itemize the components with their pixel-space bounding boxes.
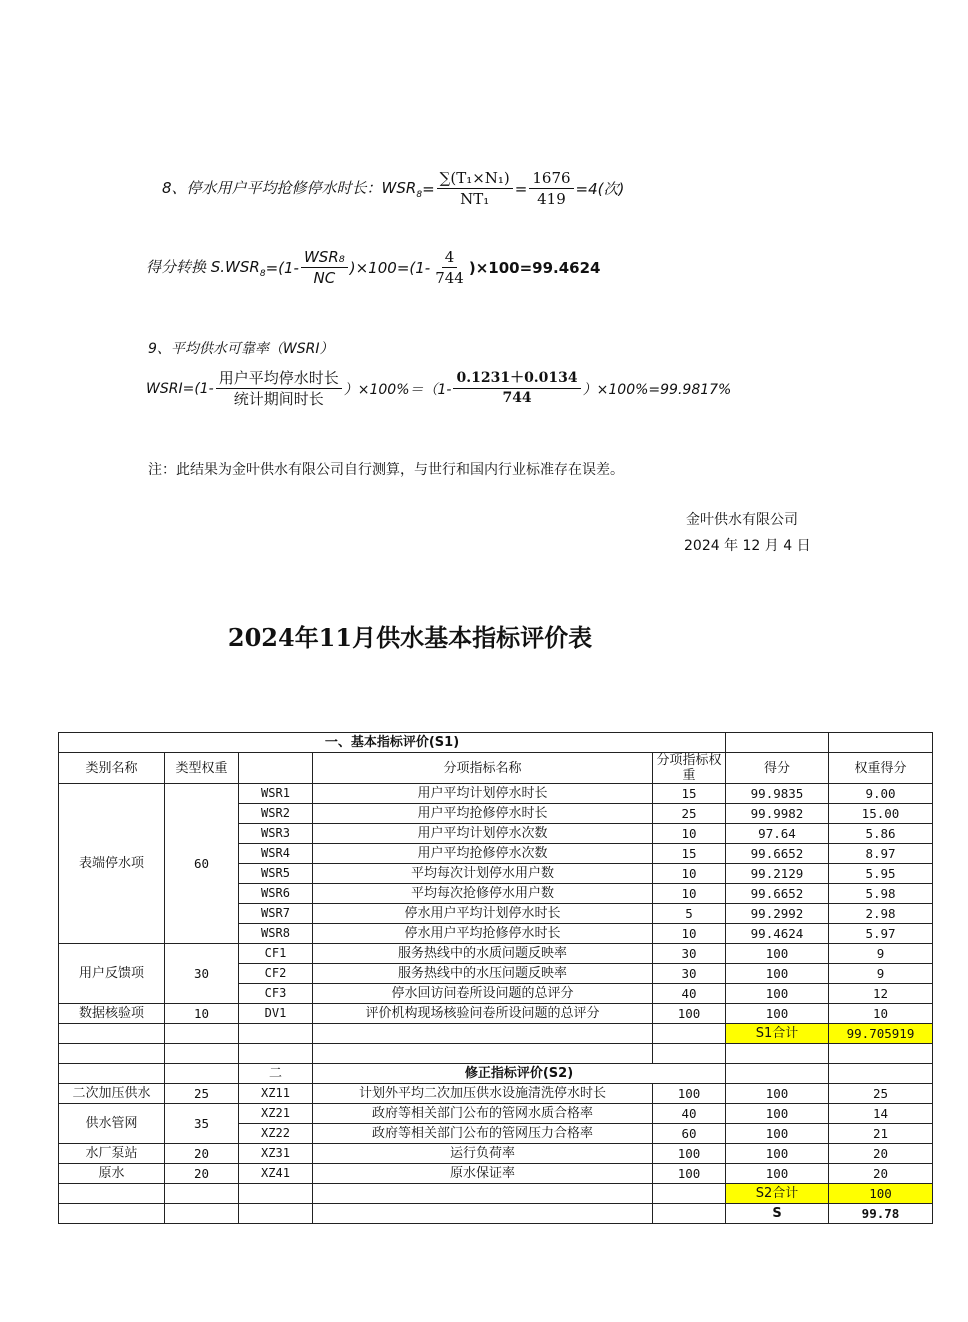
item-code: XZ41 [239, 1164, 313, 1184]
empty-cell [165, 1184, 239, 1204]
category-weight: 20 [165, 1144, 239, 1164]
table-row [59, 1184, 933, 1204]
table-row [59, 944, 933, 964]
empty-cell [726, 1064, 829, 1084]
evaluation-table [58, 732, 933, 1224]
empty-cell [165, 1204, 239, 1224]
item-code: CF3 [239, 984, 313, 1004]
item-name: 用户平均计划停水次数 [313, 824, 653, 844]
item-weighted-score: 21 [829, 1124, 933, 1144]
table-row [59, 1004, 933, 1024]
empty-cell [59, 1204, 165, 1224]
table-row [59, 1024, 933, 1044]
table-row [59, 1204, 933, 1224]
category-weight: 35 [165, 1104, 239, 1144]
item-code: CF2 [239, 964, 313, 984]
item-weight: 30 [653, 944, 726, 964]
item-name: 停水用户平均抢修停水时长 [313, 924, 653, 944]
signature-date: 2024 年 12 月 4 日 [684, 538, 811, 554]
category-weight: 20 [165, 1164, 239, 1184]
header-item-weight: 分项指标权重 [653, 753, 726, 784]
category-name: 二次加压供水 [59, 1084, 165, 1104]
table-title: 2024年11月供水基本指标评价表 [227, 623, 593, 652]
category-weight: 10 [165, 1004, 239, 1024]
empty-cell [313, 1204, 653, 1224]
item-name: 计划外平均二次加压供水设施清洗停水时长 [313, 1084, 653, 1104]
empty-cell [165, 1044, 239, 1064]
item-weight: 60 [653, 1124, 726, 1144]
item-weight: 10 [653, 924, 726, 944]
empty-cell [653, 1044, 726, 1064]
category-weight: 60 [165, 784, 239, 944]
item-weighted-score: 20 [829, 1144, 933, 1164]
formula-9-numerator: 用户平均停水时长 [216, 370, 342, 389]
item-name: 平均每次计划停水用户数 [313, 864, 653, 884]
item-score: 100 [726, 1104, 829, 1124]
item-weighted-score: 9.00 [829, 784, 933, 804]
item-name: 停水回访问卷所设问题的总评分 [313, 984, 653, 1004]
item-name: 用户平均计划停水时长 [313, 784, 653, 804]
s1-total-label: S1合计 [726, 1024, 829, 1044]
s2-code: 二 [239, 1064, 313, 1084]
item-weight: 100 [653, 1084, 726, 1104]
s1-total-value: 99.705919 [829, 1024, 933, 1044]
item-weighted-score: 12 [829, 984, 933, 1004]
item-weight: 40 [653, 984, 726, 1004]
formula-8-denominator-2: 419 [537, 189, 566, 208]
empty-cell [239, 1024, 313, 1044]
conv-part2: )×100=(1- [349, 258, 431, 277]
formula-9-part1: WSRI=(1- [146, 380, 214, 397]
item-weight: 10 [653, 824, 726, 844]
item-weighted-score: 9 [829, 944, 933, 964]
empty-cell [239, 1184, 313, 1204]
empty-cell [653, 1204, 726, 1224]
conv-part3: )×100=99.4624 [468, 258, 601, 277]
formula-8-result: =4(次) [575, 180, 625, 198]
item-score: 99.9835 [726, 784, 829, 804]
formula-9-fraction [216, 370, 342, 407]
item-score: 100 [726, 1124, 829, 1144]
header-item-name: 分项指标名称 [313, 753, 653, 784]
s-total-value: 99.78 [829, 1204, 933, 1224]
formula-9-part2: ）×100%＝（1- [343, 381, 452, 398]
item-name: 评价机构现场核验问卷所设问题的总评分 [313, 1004, 653, 1024]
item-weight: 100 [653, 1164, 726, 1184]
header-weighted-score: 权重得分 [829, 753, 933, 784]
item-weighted-score: 10 [829, 1004, 933, 1024]
item-weight: 100 [653, 1004, 726, 1024]
item-code: WSR8 [239, 924, 313, 944]
item-weight: 10 [653, 864, 726, 884]
header-type-weight: 类型权重 [165, 753, 239, 784]
item-score: 100 [726, 1144, 829, 1164]
item-code: XZ22 [239, 1124, 313, 1144]
item-code: XZ21 [239, 1104, 313, 1124]
formula-9-denominator: 统计期间时长 [233, 389, 324, 408]
item-weighted-score: 25 [829, 1084, 933, 1104]
item-name: 服务热线中的水质问题反映率 [313, 944, 653, 964]
table-row [59, 784, 933, 804]
formula-9-heading: 9、平均供水可靠率（WSRI） [148, 341, 334, 357]
table-row [59, 1044, 933, 1064]
item-weighted-score: 5.97 [829, 924, 933, 944]
item-name: 服务热线中的水压问题反映率 [313, 964, 653, 984]
item-weighted-score: 5.86 [829, 824, 933, 844]
item-score: 99.4624 [726, 924, 829, 944]
item-code: WSR4 [239, 844, 313, 864]
item-score: 100 [726, 984, 829, 1004]
item-code: WSR3 [239, 824, 313, 844]
item-code: WSR6 [239, 884, 313, 904]
conv-fraction [301, 249, 348, 286]
item-name: 用户平均抢修停水次数 [313, 844, 653, 864]
s2-header: 修正指标评价(S2) [313, 1064, 726, 1084]
item-code: XZ31 [239, 1144, 313, 1164]
empty-cell [313, 1184, 653, 1204]
item-code: XZ11 [239, 1084, 313, 1104]
item-name: 用户平均抢修停水时长 [313, 804, 653, 824]
conv-part1: =(1- [265, 258, 299, 277]
category-name: 表端停水项 [59, 784, 165, 944]
category-weight: 25 [165, 1084, 239, 1104]
item-weighted-score: 14 [829, 1104, 933, 1124]
empty-cell [165, 1024, 239, 1044]
score-conversion [146, 249, 600, 286]
conv-numerator-2: 4 [442, 249, 458, 268]
category-name: 数据核验项 [59, 1004, 165, 1024]
item-code: WSR5 [239, 864, 313, 884]
formula-9-fraction-2 [453, 371, 580, 406]
table-row [59, 1164, 933, 1184]
item-weight: 100 [653, 1144, 726, 1164]
item-weighted-score: 9 [829, 964, 933, 984]
item-weight: 15 [653, 844, 726, 864]
conv-denominator: NC [313, 268, 336, 287]
empty-cell [165, 1064, 239, 1084]
item-weighted-score: 5.95 [829, 864, 933, 884]
empty-cell [313, 1044, 653, 1064]
formula-9-denominator-2: 744 [502, 389, 532, 406]
item-name: 原水保证率 [313, 1164, 653, 1184]
item-weight: 25 [653, 804, 726, 824]
item-weight: 40 [653, 1104, 726, 1124]
item-score: 99.2992 [726, 904, 829, 924]
category-name: 供水管网 [59, 1104, 165, 1144]
formula-8-denominator: NT₁ [460, 189, 490, 208]
formula-8-label: 8、停水用户平均抢修停水时长：$WSR_8$ [162, 179, 423, 200]
item-code: CF1 [239, 944, 313, 964]
item-score: 99.6652 [726, 844, 829, 864]
table-row [59, 1064, 933, 1084]
formula-8-eq: = [422, 179, 435, 198]
item-score: 100 [726, 944, 829, 964]
s2-total-label: S2合计 [726, 1184, 829, 1204]
table-row [59, 1104, 933, 1124]
table-row [59, 1144, 933, 1164]
item-weighted-score: 2.98 [829, 904, 933, 924]
item-weighted-score: 5.98 [829, 884, 933, 904]
item-name: 停水用户平均计划停水时长 [313, 904, 653, 924]
item-weighted-score: 8.97 [829, 844, 933, 864]
formula-8-fraction-2 [529, 170, 573, 207]
conv-label: 得分转换 $S.WSR_8$ [146, 258, 266, 279]
empty-cell [59, 1044, 165, 1064]
category-weight: 30 [165, 944, 239, 1004]
header-code [239, 753, 313, 784]
empty-cell [59, 1184, 165, 1204]
empty-cell [239, 1204, 313, 1224]
empty-cell [59, 1024, 165, 1044]
empty-cell [829, 1044, 933, 1064]
item-code: WSR7 [239, 904, 313, 924]
item-code: WSR1 [239, 784, 313, 804]
category-name: 原水 [59, 1164, 165, 1184]
header-score: 得分 [726, 753, 829, 784]
category-name: 水厂泵站 [59, 1144, 165, 1164]
formula-9 [146, 370, 731, 407]
item-weighted-score: 20 [829, 1164, 933, 1184]
formula-8-eq2: = [514, 179, 528, 198]
item-score: 100 [726, 1084, 829, 1104]
item-score: 97.64 [726, 824, 829, 844]
item-name: 运行负荷率 [313, 1144, 653, 1164]
s1-header: 一、基本指标评价(S1) [59, 733, 726, 753]
table-row [59, 753, 933, 784]
empty-cell [239, 1044, 313, 1064]
conv-denominator-2: 744 [435, 268, 464, 287]
note-text: 注：此结果为金叶供水有限公司自行测算，与世行和国内行业标准存在误差。 [148, 462, 624, 478]
s-total-label: S [726, 1204, 829, 1224]
item-weight: 30 [653, 964, 726, 984]
formula-8-numerator-2: 1676 [529, 170, 573, 189]
item-score: 100 [726, 964, 829, 984]
empty-cell [653, 1024, 726, 1044]
item-name: 平均每次抢修停水用户数 [313, 884, 653, 904]
item-score: 99.6652 [726, 884, 829, 904]
table-row [59, 733, 933, 753]
empty-cell [829, 733, 933, 753]
signature-company: 金叶供水有限公司 [686, 512, 798, 528]
empty-cell [726, 733, 829, 753]
formula-8 [162, 170, 624, 207]
item-weight: 15 [653, 784, 726, 804]
empty-cell [829, 1064, 933, 1084]
formula-9-part3: ）×100%=99.9817% [582, 381, 732, 398]
item-weight: 5 [653, 904, 726, 924]
formula-8-fraction [437, 170, 513, 207]
conv-numerator: WSR₈ [301, 249, 348, 268]
empty-cell [653, 1184, 726, 1204]
item-name: 政府等相关部门公布的管网压力合格率 [313, 1124, 653, 1144]
empty-cell [59, 1064, 165, 1084]
formula-8-numerator: ∑(T₁×N₁) [437, 170, 513, 189]
item-code: DV1 [239, 1004, 313, 1024]
conv-fraction-2 [432, 249, 467, 286]
item-score: 100 [726, 1004, 829, 1024]
item-weighted-score: 15.00 [829, 804, 933, 824]
item-name: 政府等相关部门公布的管网水质合格率 [313, 1104, 653, 1124]
item-code: WSR2 [239, 804, 313, 824]
item-score: 99.9982 [726, 804, 829, 824]
header-category: 类别名称 [59, 753, 165, 784]
empty-cell [726, 1044, 829, 1064]
empty-cell [313, 1024, 653, 1044]
category-name: 用户反馈项 [59, 944, 165, 1004]
formula-9-numerator-2: 0.1231＋0.0134 [453, 371, 580, 388]
item-weight: 10 [653, 884, 726, 904]
item-score: 99.2129 [726, 864, 829, 884]
table-row [59, 1084, 933, 1104]
item-score: 100 [726, 1164, 829, 1184]
s2-total-value: 100 [829, 1184, 933, 1204]
